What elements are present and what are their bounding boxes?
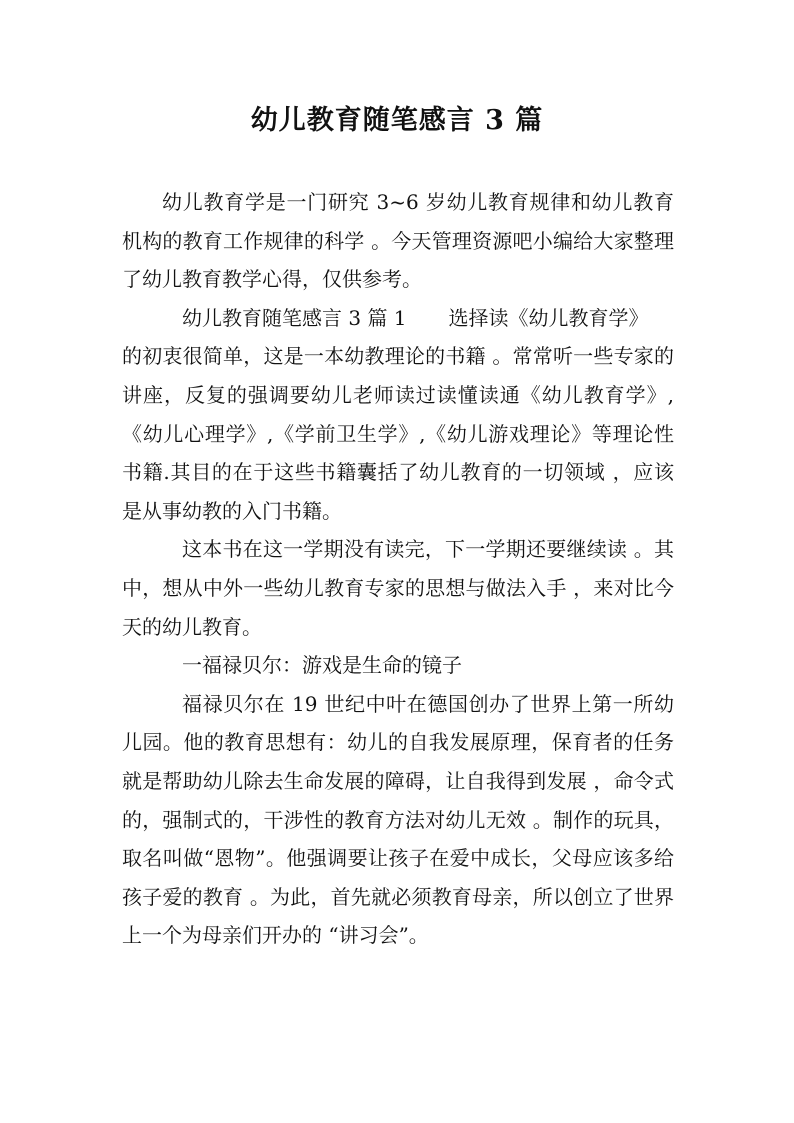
subheading-froebel: 一福禄贝尔：游戏是生命的镜子: [182, 653, 462, 678]
froebel-paragraph: 福禄贝尔在 19 世纪中叶在德国创办了世界上第一所幼儿园。他的教育思想有：幼儿的自我发展原理，保育者的任务就是帮助幼儿除去生命发展的障碍，让自我得到发展 ，命令式的，强制式的，干涉性的教育方法对幼儿无效 。制作的玩具，取名叫做“恩物”。他强调要让孩子在爱中成长，父母应该多给孩子爱的教育 。为此，首先就必须教育母亲，所以创立了世界上一个为母亲们开办的 “讲习会”。: [122, 691, 674, 948]
book-choice-paragraph: 的初衷很简单，这是一本幼教理论的书籍 。常常听一些专家的讲座，反复的强调要幼儿老师读过读懂读通《幼儿教育学》,《幼儿心理学》,《学前卫生学》,《幼儿游戏理论》等理论性书籍.其目的在于这些书籍囊括了幼儿教育的一切领域 ，应该是从事幼教的入门书籍。: [122, 344, 674, 523]
intro-paragraph: 幼儿教育学是一门研究 3~6 岁幼儿教育规律和幼儿教育机构的教育工作规律的科学 。今天管理资源吧小编给大家整理了幼儿教育教学心得，仅供参考。: [122, 190, 674, 292]
document-body: [122, 183, 674, 955]
section-heading-line: [122, 299, 674, 338]
section-lead: 选择读《幼儿教育学》: [448, 305, 649, 330]
section-heading: 幼儿教育随笔感言 3 篇 1: [182, 305, 407, 330]
document-title: 幼儿教育随笔感言 3 篇: [250, 105, 544, 136]
reading-plan-paragraph: 这本书在这一学期没有读完，下一学期还要继续读 。其中，想从中外一些幼儿教育专家的思想与做法入手 ，来对比今天的幼儿教育。: [122, 537, 674, 639]
